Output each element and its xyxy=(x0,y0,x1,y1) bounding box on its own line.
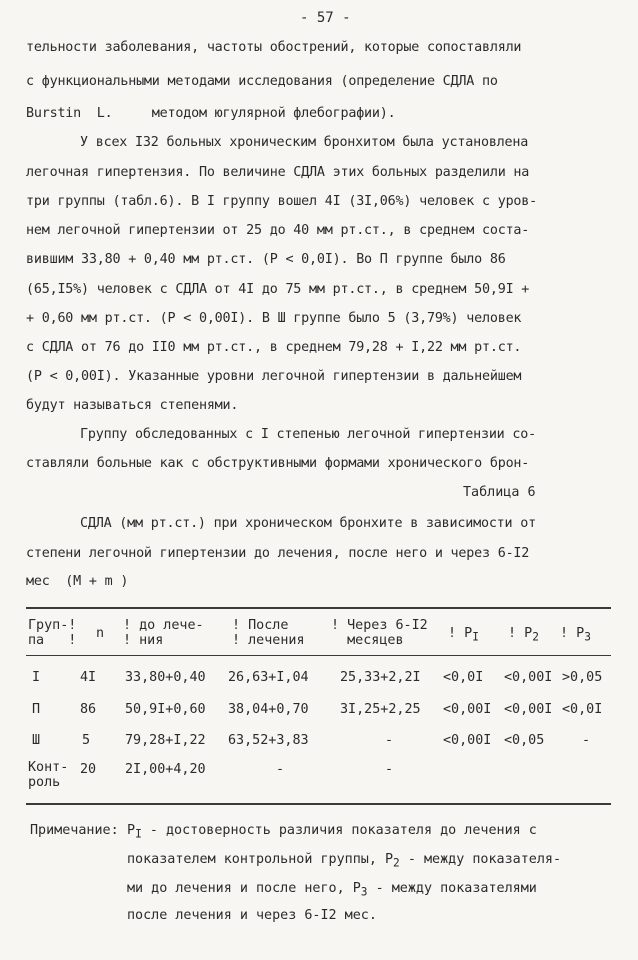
header-group: Груп-! па ! xyxy=(28,618,77,648)
table-cell: <0,0I xyxy=(443,670,484,685)
table-top-rule xyxy=(26,607,611,609)
table-cell: <0,00I xyxy=(443,702,492,717)
table-cell: Конт- роль xyxy=(28,760,69,790)
table-cell: 3I,25+2,25 xyxy=(340,702,421,717)
body-line: вившим 33,80 + 0,40 мм рт.ст. (Р < 0,0I). Во П группе было 86 xyxy=(26,252,506,267)
header-p2: ! $P_2$ xyxy=(508,626,539,644)
table-cell: 63,52+3,83 xyxy=(228,733,309,748)
body-line: нем легочной гипертензии от 25 до 40 мм рт.ст., в среднем соста- xyxy=(26,223,530,238)
body-line: три группы (табл.6). В I группу вошел 4I (3I,06%) человек с уров- xyxy=(26,194,538,209)
table-cell: 4I xyxy=(80,670,97,685)
table-cell: >0,05 xyxy=(562,670,603,685)
header-p1: ! $P_I$ xyxy=(448,626,479,644)
table-cell: - xyxy=(276,762,285,777)
header-before: ! до лече- ! ния xyxy=(123,618,204,648)
table-header-rule xyxy=(26,655,611,656)
body-line: У всех I32 больных хроническим бронхитом была установлена xyxy=(80,135,529,150)
table-cell: 26,63+I,04 xyxy=(228,670,309,685)
table-cell: П xyxy=(32,702,41,717)
body-line: с СДЛА от 76 до II0 мм рт.ст., в среднем 79,28 + I,22 мм рт.ст. xyxy=(26,340,522,355)
body-line: с функциональными методами исследования (определение СДЛА по xyxy=(26,74,498,89)
table-cell: 5 xyxy=(82,733,91,748)
table-cell: <0,00I xyxy=(443,733,492,748)
table-label: Таблица 6 xyxy=(463,485,536,500)
body-line: будут называться степенями. xyxy=(26,398,239,413)
table-caption: мес (М + m ) xyxy=(26,574,129,589)
body-line: ставляли больные как с обструктивными формами хронического брон- xyxy=(26,456,530,471)
table-bottom-rule xyxy=(26,803,611,805)
table-cell: - xyxy=(385,762,394,777)
table-cell: 86 xyxy=(80,702,97,717)
note-line: $Р_I$ - достоверность различия показателя до лечения с xyxy=(127,823,537,841)
body-line: Группу обследованных с I степенью легочной гипертензии со- xyxy=(80,427,536,442)
header-after: ! После ! лечения xyxy=(232,618,305,648)
body-line: Burstin L. методом югулярной флебографии). xyxy=(26,106,396,121)
table-cell: 38,04+0,70 xyxy=(228,702,309,717)
body-line: (65,I5%) человек с СДЛА от 4I до 75 мм рт.ст., в среднем 50,9I + xyxy=(26,282,530,297)
note-line: показателем контрольной группы, $Р_2$ - между показателя- xyxy=(127,852,562,870)
table-cell: 79,28+I,22 xyxy=(125,733,206,748)
table-cell: <0,0I xyxy=(562,702,603,717)
table-cell: 50,9I+0,60 xyxy=(125,702,206,717)
table-cell: <0,00I xyxy=(504,670,553,685)
table-cell: 25,33+2,2I xyxy=(340,670,421,685)
table-cell: - xyxy=(582,733,591,748)
page-number: - 57 - xyxy=(300,10,351,26)
note-label: Примечание: xyxy=(30,823,119,838)
note-line: после лечения и через 6-I2 мес. xyxy=(127,908,377,923)
table-caption: степени легочной гипертензии до лечения, после него и через 6-I2 xyxy=(26,546,530,561)
body-line: (Р < 0,00I). Указанные уровни легочной гипертензии в дальнейшем xyxy=(26,369,522,384)
table-cell: I xyxy=(32,670,41,685)
header-p3: ! $P_3$ xyxy=(560,626,591,644)
table-cell: Ш xyxy=(32,733,41,748)
table-cell: - xyxy=(385,733,394,748)
body-line: легочная гипертензия. По величине СДЛА этих больных разделили на xyxy=(26,165,530,180)
table-cell: 33,80+0,40 xyxy=(125,670,206,685)
header-later: ! Через 6-I2 месяцев xyxy=(331,618,428,648)
body-line: + 0,60 мм рт.ст. (Р < 0,00I). В Ш группе было 5 (3,79%) человек xyxy=(26,311,522,326)
table-cell: 2I,00+4,20 xyxy=(125,762,206,777)
table-cell: <0,00I xyxy=(504,702,553,717)
header-n: n xyxy=(96,626,105,641)
note-line: ми до лечения и после него, $Р_3$ - между показателями xyxy=(127,881,537,899)
table-caption: СДЛА (мм рт.ст.) при хроническом бронхите в зависимости от xyxy=(80,516,536,531)
table-cell: 20 xyxy=(80,762,97,777)
table-cell: <0,05 xyxy=(504,733,545,748)
body-line: тельности заболевания, частоты обострений, которые сопоставляли xyxy=(26,40,522,55)
